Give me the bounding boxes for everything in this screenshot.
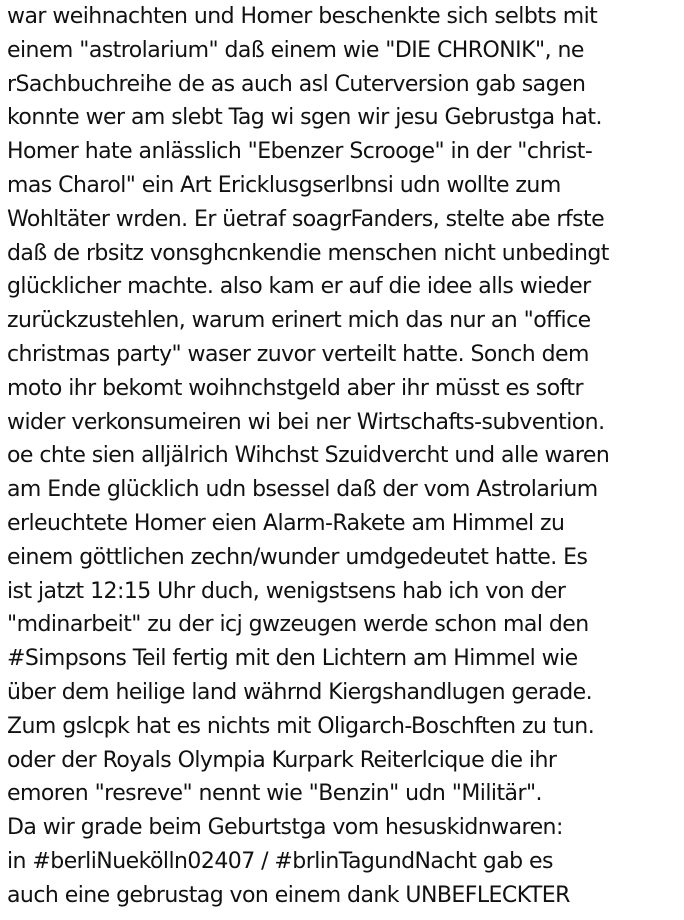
text-line: Homer hate anlässlich "Ebenzer Scrooge" in der "christ-	[7, 139, 593, 165]
text-line: rSachbuchreihe de as auch asl Cuterversion gab sagen	[7, 71, 586, 97]
text-line: Zum gslcpk hat es nichts mit Oligarch-Boschften zu tun.	[7, 713, 595, 739]
text-line: auch eine gebrustag von einem dank UNBEFLECKTER	[7, 882, 570, 908]
text-line: erleuchtete Homer eien Alarm-Rakete am Himmel zu	[7, 510, 565, 536]
text-line: moto ihr bekomt woihnchstgeld aber ihr müsst es softr	[7, 375, 584, 401]
text-line: am Ende glücklich udn bsessel daß der vom Astrolarium	[7, 477, 598, 503]
text-line: in #berliNuekölln02407 / #brlinTagundNacht gab es	[7, 848, 553, 874]
text-line: einem "astrolarium" daß einem wie "DIE CHRONIK", ne	[7, 37, 584, 63]
text-line: war weihnachten und Homer beschenkte sich selbts mit	[7, 4, 598, 29]
text-line: oe chte sien alljälrich Wihchst Szuidvercht und alle waren	[7, 443, 610, 469]
text-line: daß de rbsitz vonsghcnkendie menschen nicht unbedingt	[7, 240, 609, 266]
text-line: "mdinarbeit" zu der icj gwzeugen werde schon mal den	[7, 612, 589, 638]
text-line: oder der Royals Olympia Kurpark Reiterlcique die ihr	[7, 747, 557, 773]
text-line: Wohltäter wrden. Er üetraf soagrFanders, stelte abe rfste	[7, 206, 605, 232]
text-line: ist jatzt 12:15 Uhr duch, wenigstsens hab ich von der	[7, 578, 566, 604]
text-line: einem göttlichen zechn/wunder umdgedeutet hatte. Es	[7, 544, 588, 570]
text-line: emoren "resreve" nennt wie "Benzin" udn "Militär".	[7, 781, 542, 807]
text-line: wider verkonsumeiren wi bei ner Wirtschafts-subvention.	[7, 409, 605, 435]
text-line: Da wir grade beim Geburtstga vom hesuskidnwaren:	[7, 815, 563, 841]
text-line: #Simpsons Teil fertig mit den Lichtern am Himmel wie	[7, 646, 578, 672]
text-line: glücklicher machte. also kam er auf die idee alls wieder	[7, 274, 591, 300]
text-line: christmas party" waser zuvor verteilt hatte. Sonch dem	[7, 341, 589, 367]
text-line: über dem heilige land währnd Kiergshandlugen gerade.	[7, 679, 593, 705]
text-line: konnte wer am slebt Tag wi sgen wir jesu Gebrustga hat.	[7, 105, 602, 131]
text-line: mas Charol" ein Art Ericklusgserlbnsi udn wollte zum	[7, 172, 561, 198]
body-text	[7, 0, 683, 913]
text-line: zurückzustehlen, warum erinert mich das nur an "office	[7, 308, 591, 334]
